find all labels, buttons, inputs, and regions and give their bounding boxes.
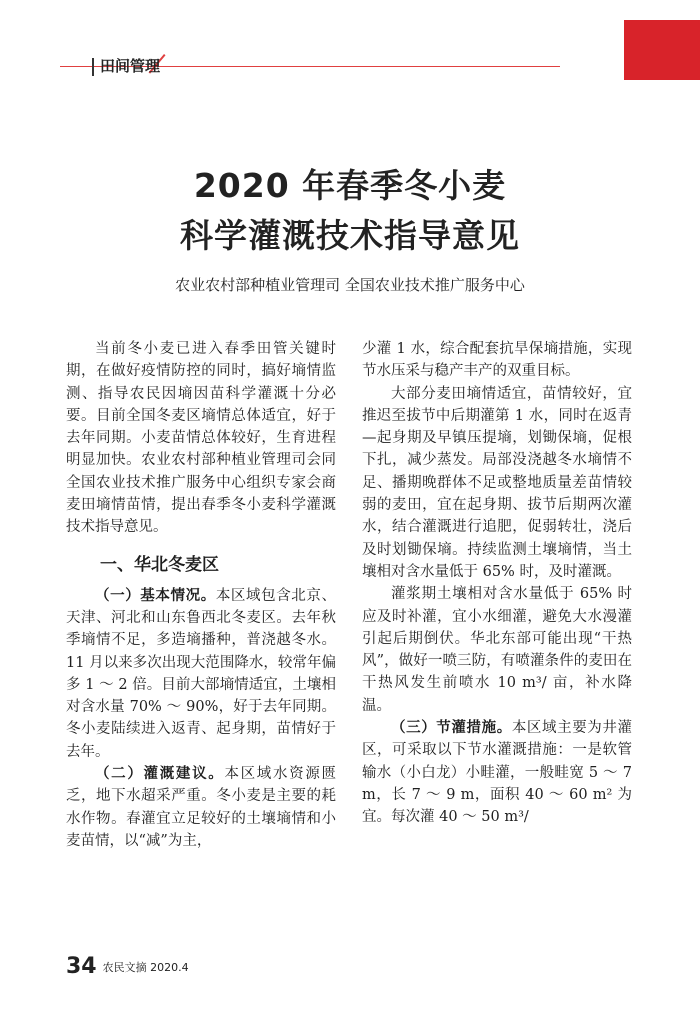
article-title-line2: 科学灌溉技术指导意见 xyxy=(180,216,520,255)
paragraph-heading-advice: （二）灌溉建议。 xyxy=(95,766,225,783)
section-tag-label: 田间管理 xyxy=(100,57,161,75)
header-red-block xyxy=(624,20,700,80)
paragraph-continued: 少灌 1 水，综合配套抗旱保墒措施，实现节水压采与稳产丰产的双重目标。 xyxy=(362,341,632,380)
paragraph-heading-basic: （一）基本情况。 xyxy=(95,587,216,604)
paragraph-heading-water-saving: （三）节灌措施。 xyxy=(391,720,512,737)
paragraph-body-basic: 本区域包含北京、天津、河北和山东鲁西北冬麦区。去年秋季墒情不足，多造墒播种，普浇越冬水。11 月以来多次出现大范围降水，较常年偏多 1 ～ 2 倍。目前大部墒情适宜，土壤相对含水量 70% ～ 90%，好于去年同期。冬小麦陆续进入返青、起身期，苗情好于去年。 xyxy=(66,587,337,760)
paragraph-body-water-saving: 本区域主要为井灌区，可采取以下节水灌溉措施：一是软管输水（小白龙）小畦灌，一般畦宽 5 ～ 7 m，长 7 ～ 9 m，面积 40 ～ 60 m² 为宜。每次灌 40 ～ 50 m³/ xyxy=(362,720,633,826)
section-tag-bar xyxy=(92,58,94,76)
magazine-issue: 农民文摘 2020.4 xyxy=(102,960,189,974)
paragraph-irrigation-advice xyxy=(66,763,336,852)
right-column xyxy=(362,338,632,829)
article-authors: 农业农村部种植业管理司 全国农业技术推广服务中心 xyxy=(175,276,525,294)
article-title-line1: 2020 年春季冬小麦 xyxy=(193,166,507,205)
page-footer xyxy=(66,954,189,979)
paragraph-body-advice: 本区域水资源匮乏，地下水超采严重。冬小麦是主要的耗水作物。春灌宜立足较好的土壤墒情和小麦苗情，以“减”为主， xyxy=(66,766,337,849)
left-column xyxy=(66,338,336,852)
paragraph-filling-stage: 灌浆期土壤相对含水量低于 65% 时应及时补灌，宜小水细灌，避免大水漫灌引起后期倒伏。华北东部可能出现“干热风”，做好一喷三防，有喷灌条件的麦田在干热风发生前喷水 10 m³/ 亩，补水降温。 xyxy=(362,586,632,714)
paragraph-basic-situation xyxy=(66,585,336,763)
page-number: 34 xyxy=(66,954,97,979)
section-heading-north-china: 一、华北冬麦区 xyxy=(100,554,219,575)
section-tag xyxy=(88,54,182,78)
paragraph-moisture-advice: 大部分麦田墒情适宜，苗情较好，宜推迟至拔节中后期灌第 1 水，同时在返青—起身期及早镇压提墒，划锄保墒，促根下扎，减少蒸发。局部没浇越冬水墒情不足、播期晚群体不足或整地质量差苗情较弱的麦田，宜在起身期、拔节后期两次灌水，结合灌溉进行追肥，促弱转壮，浇后及时划锄保墒。持续监测土壤墒情，当土壤相对含水量低于 65% 时，及时灌溉。 xyxy=(362,385,632,580)
paragraph-water-saving xyxy=(362,717,632,828)
intro-paragraph: 当前冬小麦已进入春季田管关键时期，在做好疫情防控的同时，搞好墒情监测、指导农民因墒因苗科学灌溉十分必要。目前全国冬麦区墒情总体适宜，好于去年同期。小麦苗情总体较好，生育进程明显加快。农业农村部种植业管理司会同全国农业技术推广服务中心组织专家会商麦田墒情苗情，提出春季冬小麦科学灌溉技术指导意见。 xyxy=(66,341,336,536)
